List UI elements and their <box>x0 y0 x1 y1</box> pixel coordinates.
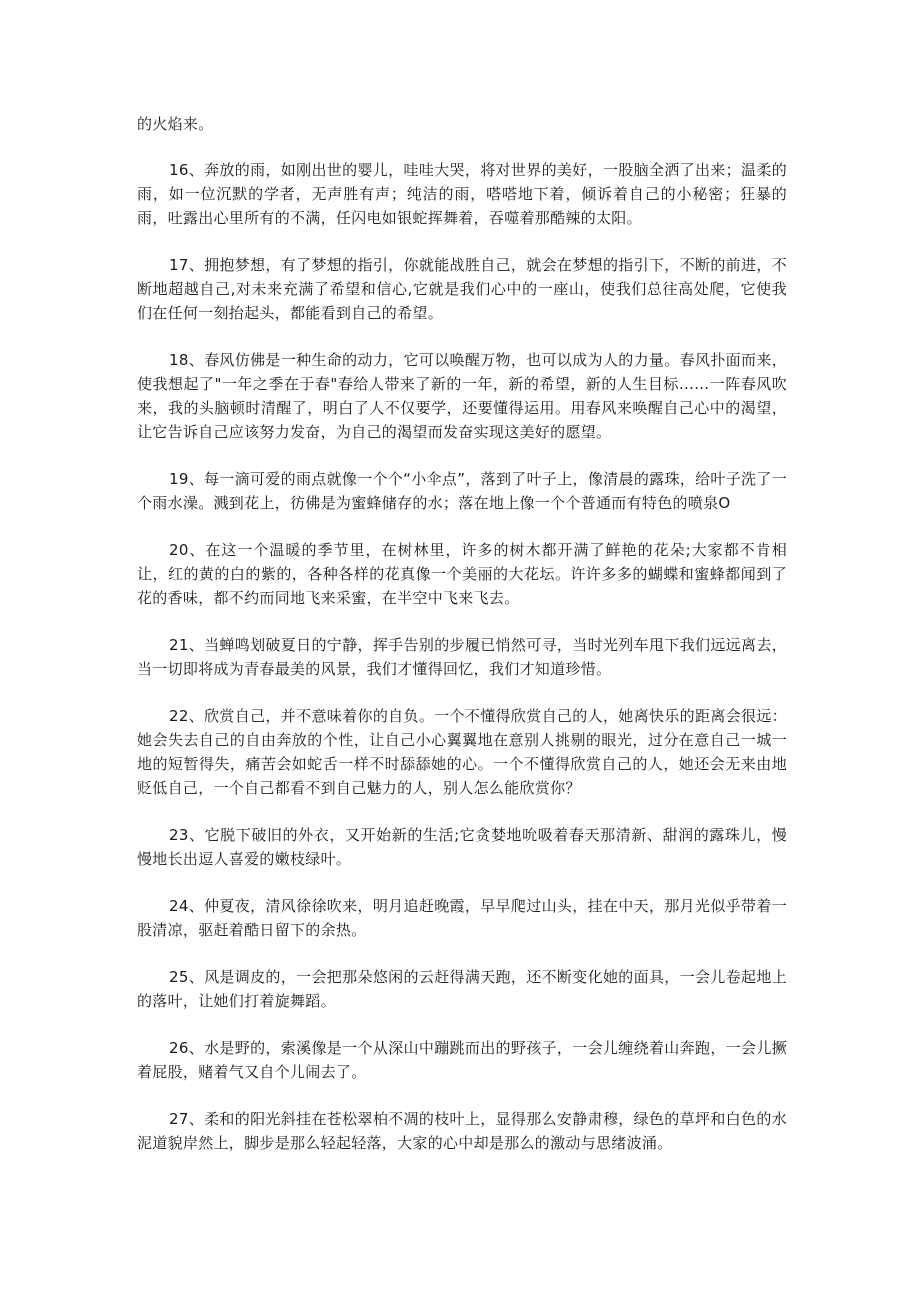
document-page <box>137 112 787 1178</box>
paragraph-21: 21、当蝉鸣划破夏日的宁静，挥手告别的步履已悄然可寻，当时光列车甩下我们远远离去，当一切即将成为青春最美的风景，我们才懂得回忆，我们才知道珍惜。 <box>137 636 787 678</box>
paragraph-continuation: 的火焰来。 <box>137 115 214 133</box>
paragraph-26: 26、水是野的，索溪像是一个从深山中蹦跳而出的野孩子，一会儿缠绕着山奔跑，一会儿撅着屁股，赌着气又自个儿闹去了。 <box>137 1039 787 1081</box>
paragraph-20: 20、在这一个温暖的季节里，在树林里，许多的树木都开满了鲜艳的花朵;大家都不肯相让，红的黄的白的紫的，各种各样的花真像一个美丽的大花坛。许许多多的蝴蝶和蜜蜂都闻到了花的香味，都不约而同地飞来采蜜，在半空中飞来飞去。 <box>137 541 787 607</box>
paragraph-18: 18、春风仿佛是一种生命的动力，它可以唤醒万物，也可以成为人的力量。春风扑面而来，使我想起了"一年之季在于春"春给人带来了新的一年，新的希望，新的人生目标……一阵春风吹来，我的头脑顿时清醒了，明白了人不仅要学，还要懂得运用。用春风来唤醒自己心中的渴望，让它告诉自己应该努力发奋，为自己的渴望而发奋实现这美好的愿望。 <box>137 351 787 441</box>
paragraph-22: 22、欣赏自己，并不意味着你的自负。一个不懂得欣赏自己的人，她离快乐的距离会很远：她会失去自己的自由奔放的个性，让自己小心翼翼地在意别人挑剔的眼光，过分在意自己一城一地的短暂得失，痛苦会如蛇舌一样不时舔舔她的心。一个不懂得欣赏自己的人，她还会无来由地贬低自己，一个自己都看不到自己魅力的人，别人怎么能欣赏你？ <box>137 707 787 797</box>
paragraph-19: 19、每一滴可爱的雨点就像一个个“小伞点”，落到了叶子上，像清晨的露珠，给叶子洗了一个雨水澡。溅到花上，彷佛是为蜜蜂储存的水；落在地上像一个个普通而有特色的喷泉O <box>137 470 787 512</box>
paragraph-24: 24、仲夏夜，清风徐徐吹来，明月追赶晚霞，早早爬过山头，挂在中天，那月光似乎带着一股清凉，驱赶着酷日留下的余热。 <box>137 897 787 939</box>
paragraph-17: 17、拥抱梦想，有了梦想的指引，你就能战胜自己，就会在梦想的指引下，不断的前进，不断地超越自己,对未来充满了希望和信心,它就是我们心中的一座山，使我们总往高处爬，它使我们在任何一刻抬起头，都能看到自己的希望。 <box>137 256 787 322</box>
paragraph-16: 16、奔放的雨，如刚出世的婴儿，哇哇大哭，将对世界的美好，一股脑全洒了出来；温柔的雨，如一位沉默的学者，无声胜有声；纯洁的雨，嗒嗒地下着，倾诉着自己的小秘密；狂暴的雨，吐露出心里所有的不满，任闪电如银蛇挥舞着，吞噬着那酷辣的太阳。 <box>137 161 787 227</box>
paragraph-23: 23、它脱下破旧的外衣，又开始新的生活;它贪婪地吮吸着春天那清新、甜润的露珠儿，慢慢地长出逗人喜爱的嫩枝绿叶。 <box>137 826 787 868</box>
paragraph-25: 25、风是调皮的，一会把那朵悠闲的云赶得满天跑，还不断变化她的面具，一会儿卷起地上的落叶，让她们打着旋舞蹈。 <box>137 968 787 1010</box>
paragraph-27: 27、柔和的阳光斜挂在苍松翠柏不凋的枝叶上，显得那么安静肃穆，绿色的草坪和白色的水泥道貌岸然上，脚步是那么轻起轻落，大家的心中却是那么的激动与思绪波涌。 <box>137 1110 787 1152</box>
